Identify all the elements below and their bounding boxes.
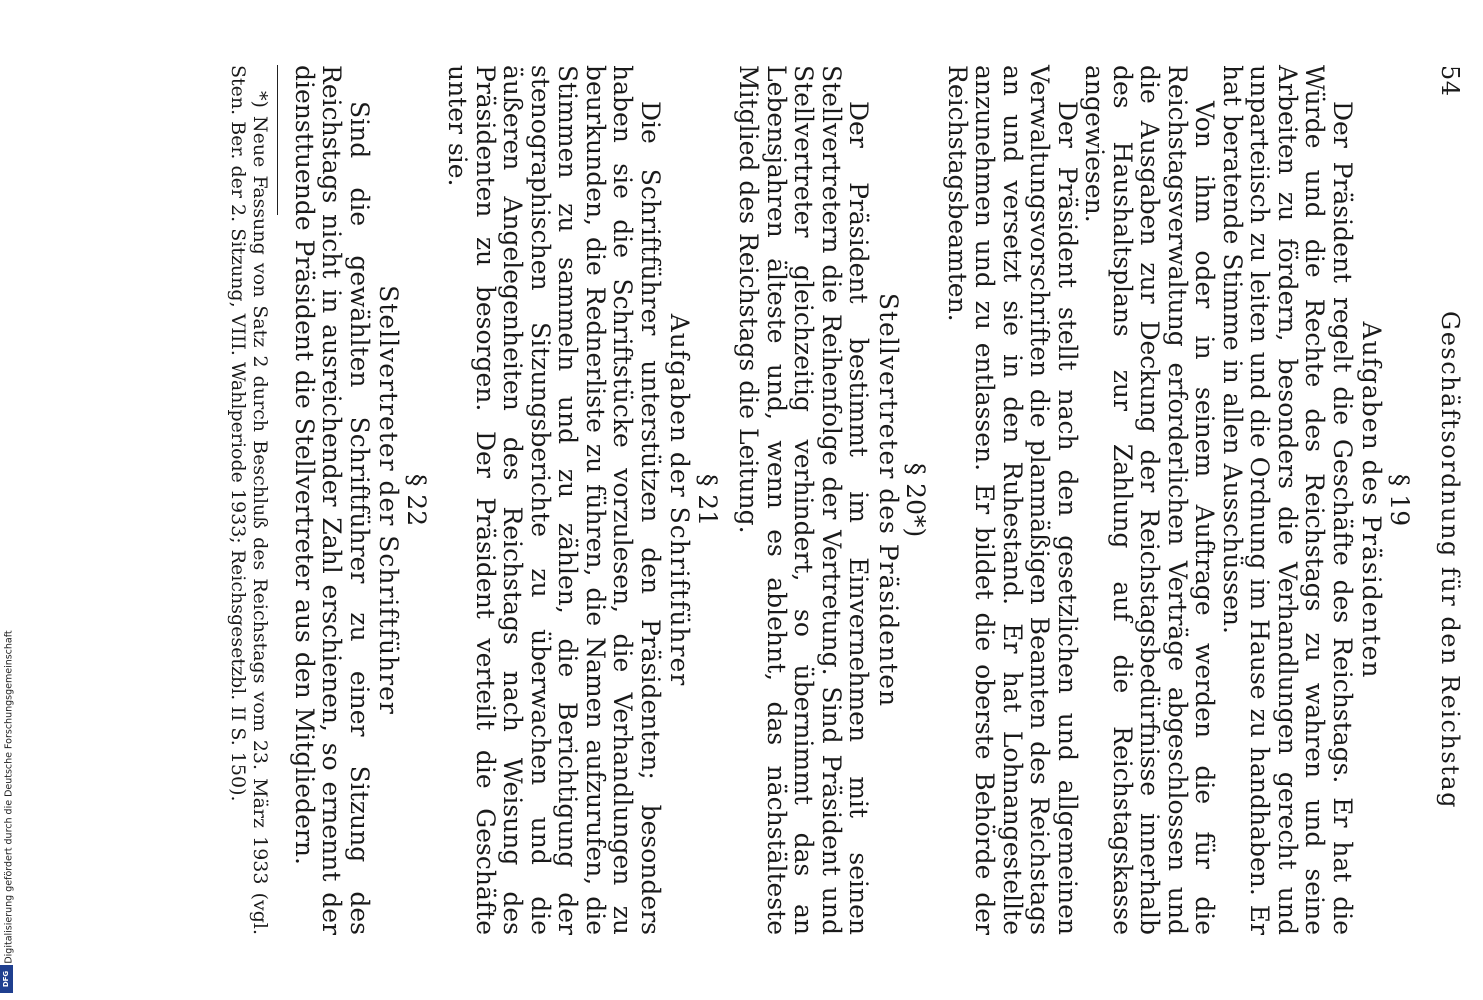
funding-credit — [0, 607, 18, 987]
funding-credit-text: Digitalisierung gefördert durch die Deutsche Forschungsgemeinschaft — [3, 630, 15, 964]
footnote-rule — [278, 65, 279, 215]
paragraph: Von ihm oder in seinem Auftrage werden die für die Reichstagsverwaltung erforderlichen Verträge abgeschlossen und die Ausgaben zur Deckung der Reichstagsbedürfnisse innerhalb des Haushaltsplans zur Zahlung auf die Reichstagskasse angewiesen. — [1080, 65, 1220, 935]
page-content — [228, 65, 1464, 935]
paragraph: Der Präsident stellt nach den gesetzlichen und allgemeinen Verwaltungsvorschriften die planmäßigen Beamten des Reichstags an und versetzt sie in den Ruhestand. Er hat Lohnangestellte anzunehmen und zu entlassen. Er bildet die oberste Behörde der Reichstagsbeamten. — [943, 65, 1082, 935]
paragraph: Der Präsident regelt die Geschäfte des Reichstags. Er hat die Würde und die Rechte des Reichstags zu wahren und seine Arbeiten zu fördern, besonders die Verhandlungen gerecht und unparteiisch zu leiten und die Ordnung im Hause zu handhaben. Er hat beratende Stimme in allen Ausschüssen. — [1218, 65, 1357, 935]
dfg-logo-text: DFG — [2, 970, 11, 988]
page-header — [1419, 65, 1463, 935]
paragraph: Sind die gewählten Schriftführer zu einer Sitzung des Reichstags nicht in ausreichender Zahl erschienen, so ernennt der diensttuende Präsident die Stellvertreter aus den Mitgliedern. — [290, 65, 374, 935]
paragraph: Die Schriftführer unterstützen den Präsidenten; besonders haben sie die Schriftstücke vorzulesen, die Verhandlungen zu beurkunden, die Rednerliste zu führen, die Namen aufzurufen, die Stimmen zu sammeln und zu zählen, die Berichtigung der stenographischen Sitzungsberichte zu überwachen und die äußeren Angelegenheiten des Reichstags nach Weisung des Präsidenten zu besorgen. Der Präsident verteilt die Geschäfte unter sie. — [443, 65, 665, 935]
running-title: Geschäftsordnung für den Reichstag — [1436, 311, 1464, 809]
footnote: *) Neue Fassung von Satz 2 durch Beschluß des Reichstags vom 23. März 1933 (vgl. Sten. Ber. der 2. Sitzung, VIII. Wahlperiode 1933; Reichsgesetzbl. II S. 150). — [227, 65, 272, 935]
section-number: § 21 — [693, 473, 722, 527]
section-title: Aufgaben des Präsidenten — [1357, 321, 1387, 679]
paragraph: Der Präsident bestimmt im Einvernehmen mit seinen Stellvertretern die Reihenfolge der Vertretung. Sind Präsident und Stellvertreter gleichzeitig verhindert, so übernimmt das an Lebensjahren älteste und, wenn es ablehnt, das nächstälteste Mitglied des Reichstags die Leitung. — [734, 65, 874, 935]
section-number: § 20*) — [901, 462, 931, 538]
dfg-logo — [0, 965, 13, 993]
section-title: Aufgaben der Schriftführer — [665, 313, 695, 687]
section-number: § 22 — [402, 473, 431, 527]
page-number: 54 — [1436, 65, 1464, 97]
section-title: Stellvertreter des Präsidenten — [874, 292, 903, 708]
section-title: Stellvertreter der Schriftführer — [374, 285, 404, 715]
section-number: § 19 — [1385, 473, 1414, 527]
